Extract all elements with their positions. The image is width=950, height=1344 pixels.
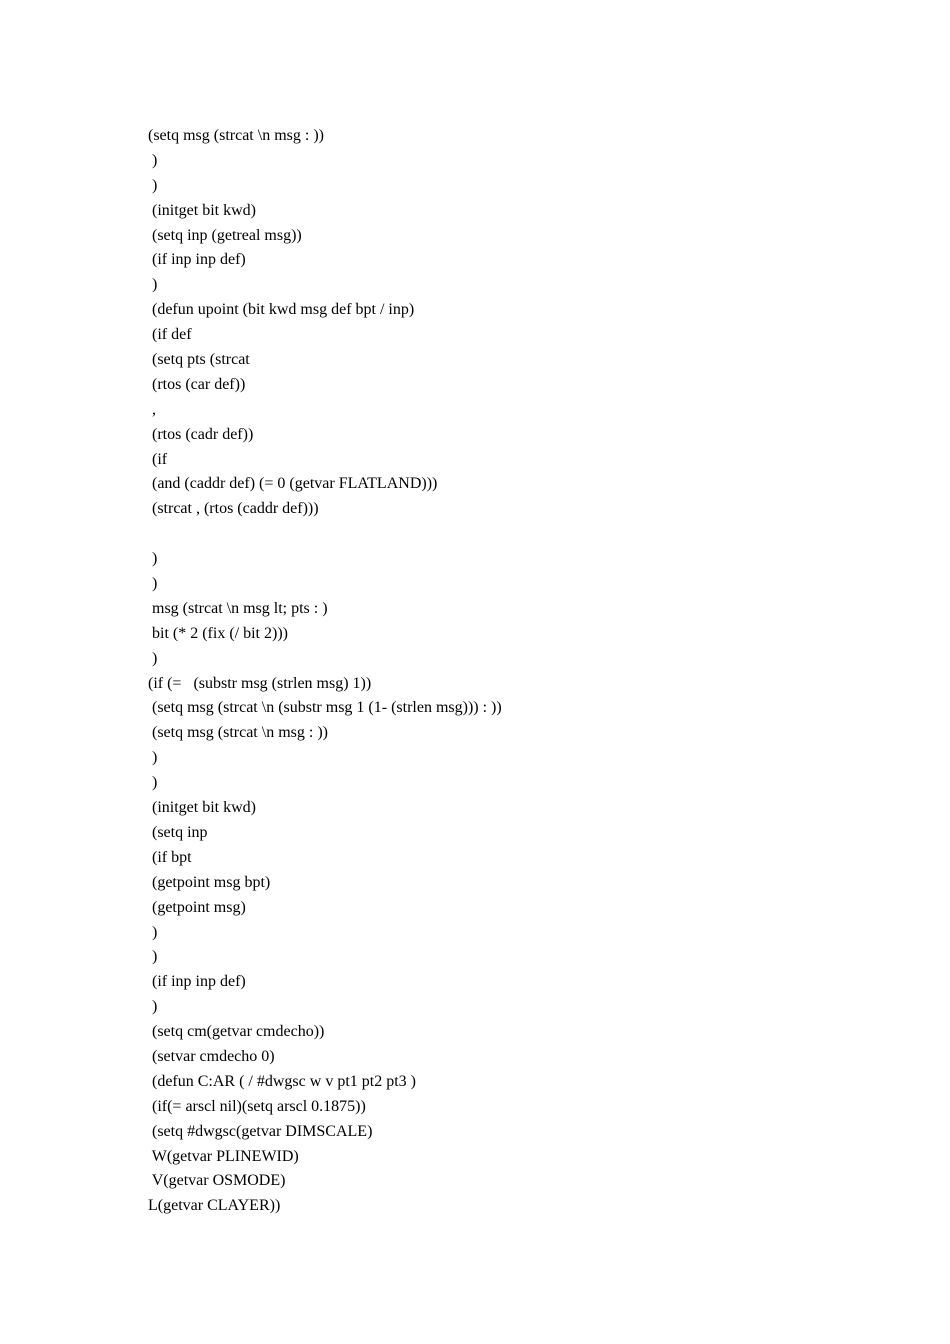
code-line: W(getvar PLINEWID) (148, 1147, 299, 1165)
code-line: (getpoint msg bpt) (148, 873, 271, 891)
code-line: (setvar cmdecho 0) (148, 1047, 275, 1065)
code-line: (setq inp (148, 823, 208, 841)
code-line: (if inp inp def) (148, 973, 246, 991)
code-line: (defun upoint (bit kwd msg def bpt / inp) (148, 301, 415, 319)
code-line: (setq msg (strcat \n (substr msg 1 (1- (strlen msg))) : )) (148, 699, 502, 717)
code-line: (initget bit kwd) (148, 201, 256, 219)
code-line: L(getvar CLAYER)) (148, 1197, 281, 1215)
code-line: (defun C:AR ( / #dwgsc w v pt1 pt2 pt3 ) (148, 1072, 416, 1090)
code-line: ) (148, 649, 158, 667)
code-line: (if (148, 450, 168, 468)
code-line: (rtos (car def)) (148, 375, 246, 393)
blank-line (148, 522, 848, 547)
code-line: (setq #dwgsc(getvar DIMSCALE) (148, 1122, 373, 1140)
code-line: (getpoint msg) (148, 898, 246, 916)
code-line: (setq msg (strcat \n msg : )) (148, 724, 328, 742)
code-line: ) (148, 948, 158, 966)
lisp-code-listing (148, 124, 848, 1219)
code-line: (if inp inp def) (148, 251, 246, 269)
code-line: (if bpt (148, 848, 192, 866)
code-line: bit (* 2 (fix (/ bit 2))) (148, 624, 288, 642)
code-line: (strcat , (rtos (caddr def))) (148, 500, 319, 518)
code-line: , (148, 400, 156, 418)
code-line: ) (148, 749, 158, 767)
code-line: ) (148, 998, 158, 1016)
code-line: (setq cm(getvar cmdecho)) (148, 1023, 325, 1041)
code-line: (setq msg (strcat \n msg : )) (148, 127, 324, 144)
code-line: (and (caddr def) (= 0 (getvar FLATLAND))) (148, 475, 438, 493)
code-line: ) (148, 176, 158, 194)
code-line: ) (148, 774, 158, 792)
code-line: ) (148, 923, 158, 941)
code-line: V(getvar OSMODE) (148, 1172, 286, 1190)
code-line: ) (148, 276, 158, 294)
code-line: ) (148, 575, 158, 593)
code-line: (setq pts (strcat (148, 351, 250, 369)
code-line: msg (strcat \n msg lt; pts : ) (148, 599, 328, 617)
code-line: (if(= arscl nil)(setq arscl 0.1875)) (148, 1097, 366, 1115)
code-line: (rtos (cadr def)) (148, 425, 254, 443)
code-line: (initget bit kwd) (148, 799, 256, 817)
code-line: (if def (148, 326, 192, 344)
code-line: (setq inp (getreal msg)) (148, 226, 302, 244)
code-line: ) (148, 151, 158, 169)
code-line: (if (= (substr msg (strlen msg) 1)) (148, 674, 372, 692)
code-line: ) (148, 550, 158, 568)
